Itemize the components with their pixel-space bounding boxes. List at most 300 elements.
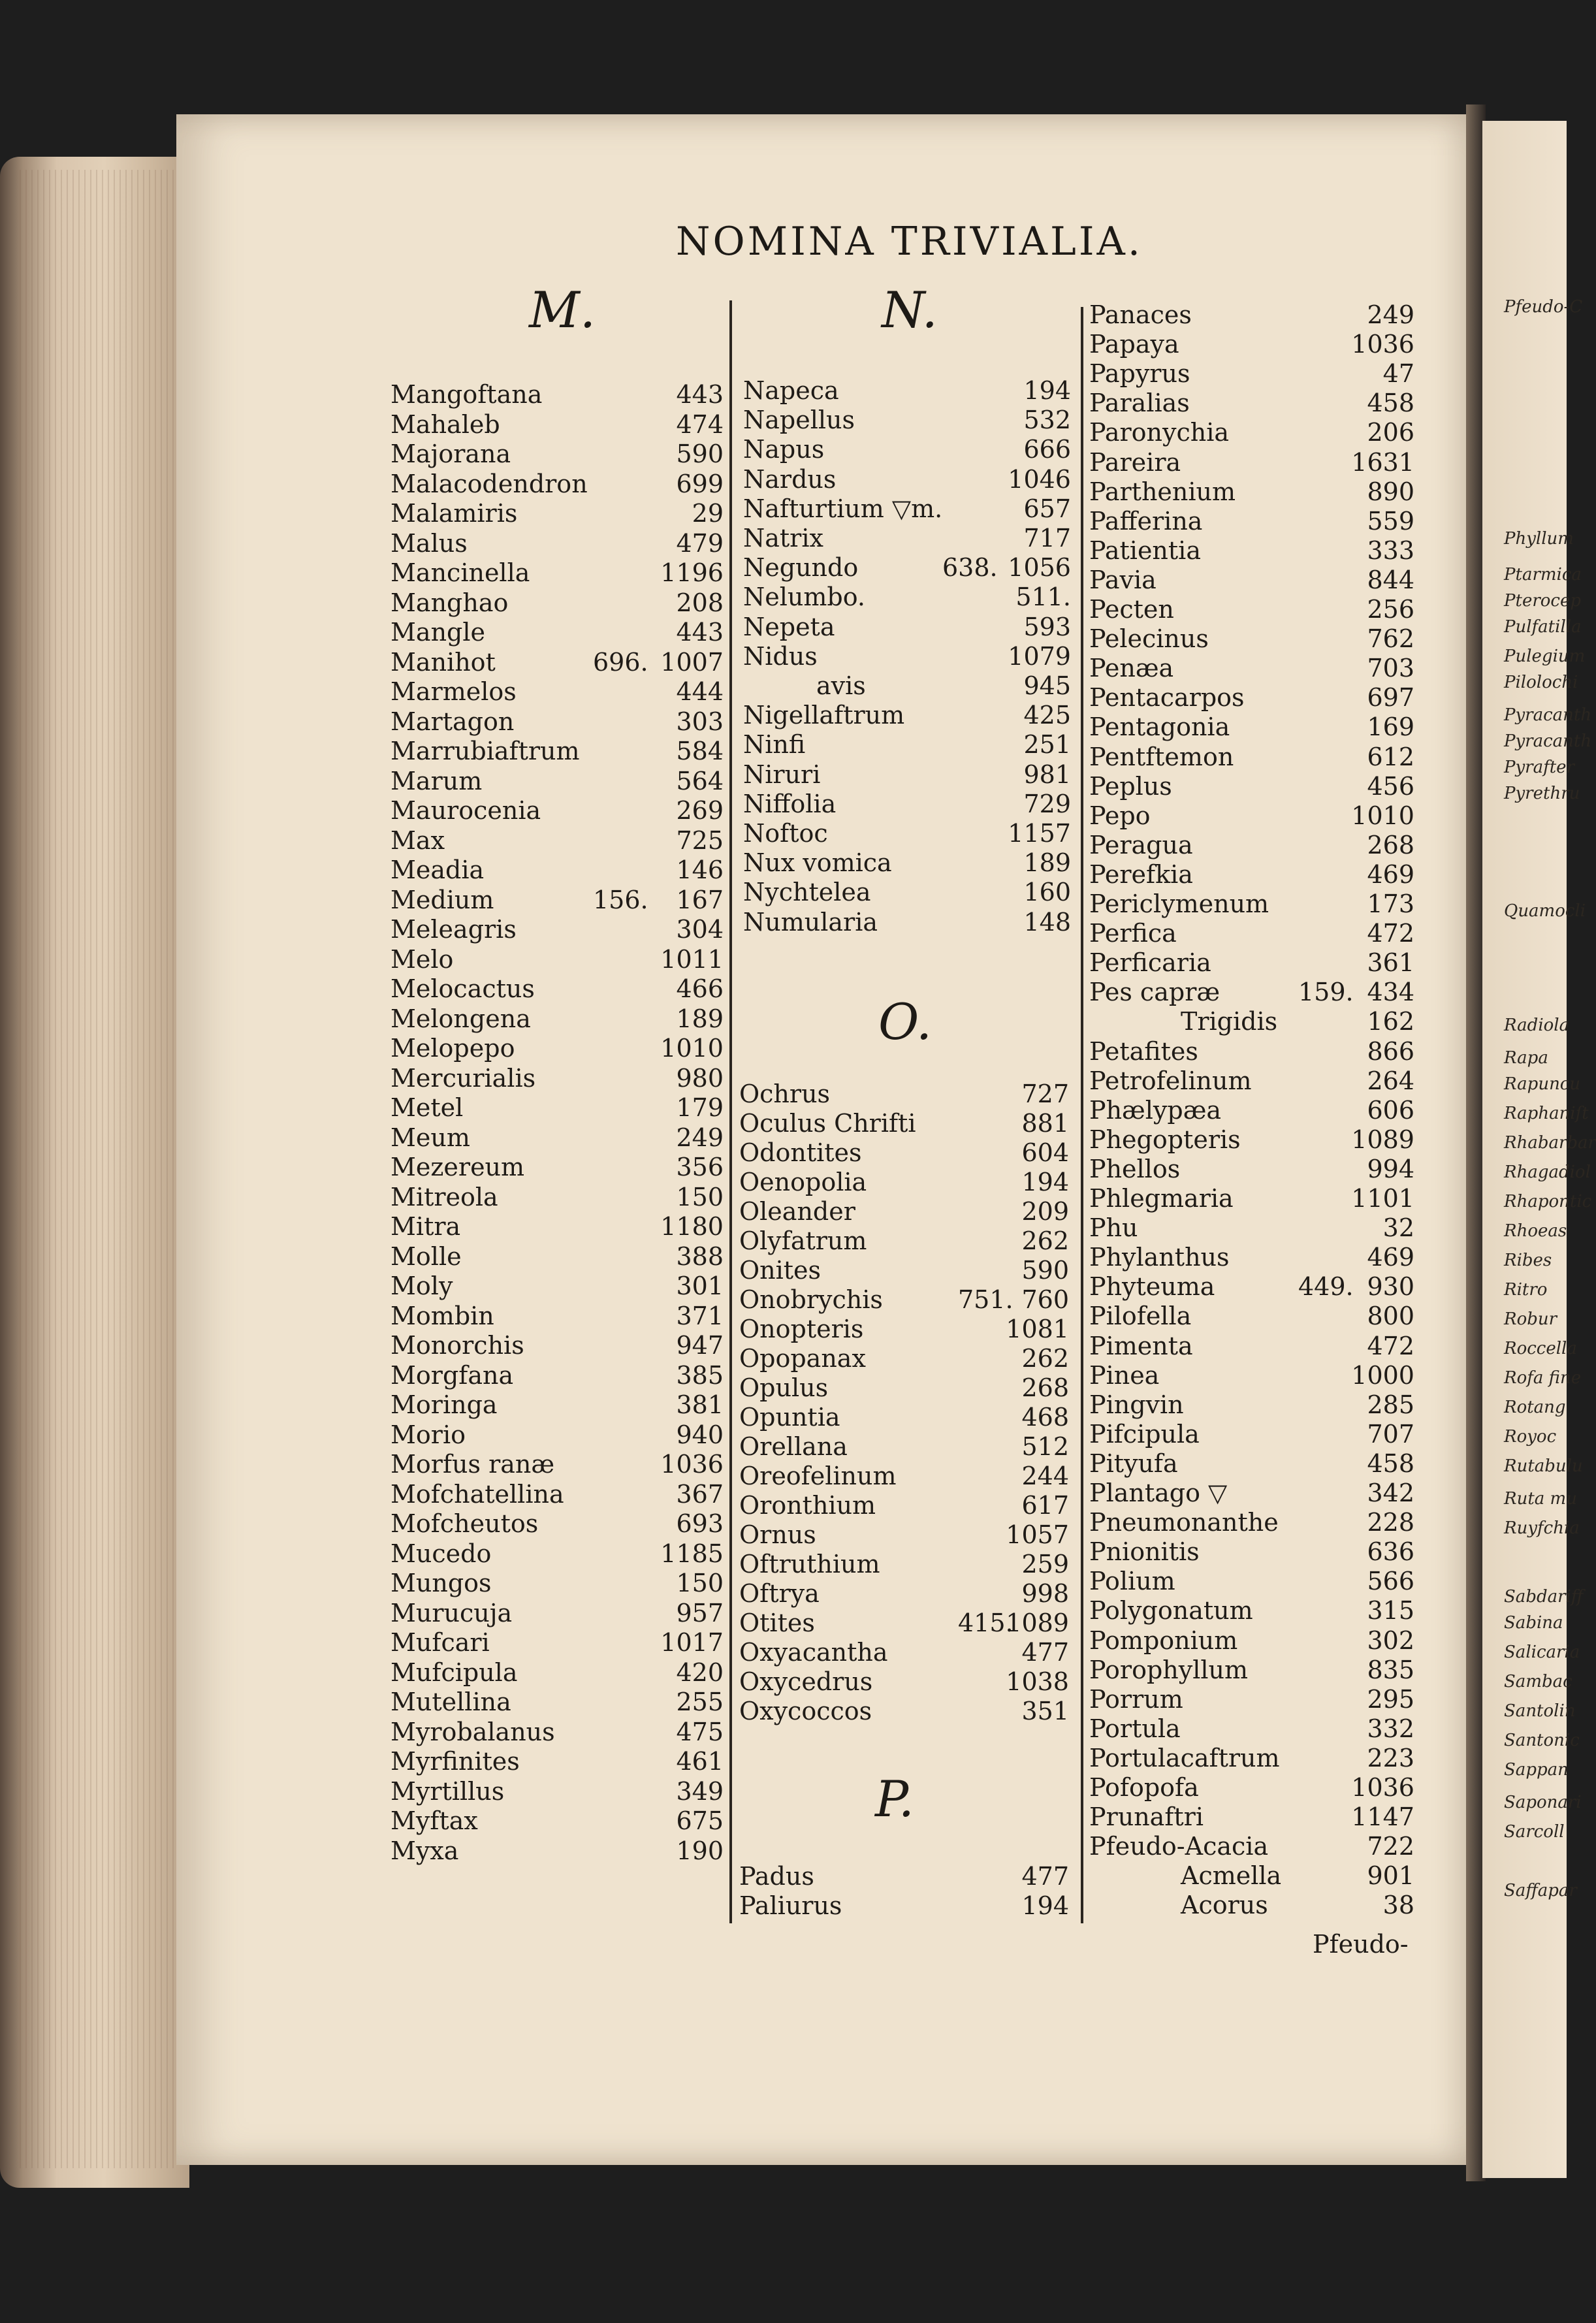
- entry-page-number: 1101: [1351, 1184, 1414, 1213]
- facing-page-text: Pyracanth: [1504, 705, 1592, 725]
- index-entry: [743, 909, 1071, 935]
- index-entry: [743, 407, 1071, 433]
- entry-page-number: 160: [1023, 878, 1071, 907]
- entry-name: Pinea: [1089, 1360, 1160, 1390]
- entry-page-number: 590: [676, 440, 724, 468]
- entry-page-number: 356: [676, 1153, 724, 1181]
- entry-name: Phælypæa: [1089, 1095, 1222, 1125]
- index-entry: [739, 1169, 1069, 1195]
- entry-page-number: 1079: [1008, 641, 1071, 671]
- entry-page-number: 697: [1367, 683, 1414, 713]
- index-entry: [739, 1081, 1069, 1107]
- entry-page-number: 468: [1021, 1403, 1069, 1432]
- entry-name: Perfica: [1089, 919, 1177, 948]
- index-entry: [391, 1838, 724, 1864]
- entry-page-number: 1036: [1351, 1773, 1414, 1802]
- entry-page-number: 1057: [1006, 1520, 1069, 1549]
- entry-name: Myrobalanus: [391, 1717, 555, 1746]
- facing-page-text: Sabina: [1504, 1613, 1563, 1633]
- entry-page-number: 385: [676, 1360, 724, 1390]
- entry-name: Pecten: [1089, 595, 1174, 624]
- entry-page-number: 998: [1021, 1579, 1069, 1608]
- entry-name: Pentagonia: [1089, 713, 1230, 742]
- entry-name: Pilofella: [1089, 1302, 1192, 1331]
- facing-page-text: Rhapontic: [1504, 1192, 1592, 1211]
- entry-page-number: 564: [676, 766, 724, 795]
- entry-page-number: 957: [676, 1598, 724, 1627]
- entry-page-number: 351: [1021, 1697, 1069, 1725]
- entry-page-number: 434: [1367, 978, 1414, 1007]
- index-entry: [391, 1808, 724, 1834]
- entry-name: Acorus: [1181, 1891, 1268, 1920]
- entry-page-number: 1000: [1351, 1360, 1414, 1390]
- index-entry: [1089, 979, 1414, 1005]
- entry-name: Perefkia: [1089, 859, 1193, 889]
- entry-page-number: 881: [1021, 1109, 1069, 1138]
- entry-page-number: 693: [676, 1509, 724, 1538]
- entry-name: Pareira: [1089, 447, 1181, 477]
- section-heading-m: M.: [529, 281, 596, 339]
- entry-page-number: 472: [1367, 1331, 1414, 1360]
- index-entry: [391, 946, 724, 972]
- facing-page-text: Pyrafter: [1504, 758, 1574, 777]
- facing-page-text: Saponari: [1504, 1793, 1582, 1812]
- entry-name: Meleagris: [391, 915, 517, 944]
- index-entry: [743, 525, 1071, 551]
- entry-name: Pentftemon: [1089, 742, 1234, 771]
- index-entry: [1089, 1333, 1414, 1359]
- entry-name: Orellana: [739, 1432, 848, 1461]
- entry-page-number: 606: [1367, 1095, 1414, 1125]
- entry-page-number: 303: [676, 707, 724, 736]
- entry-name: Mangoftana: [391, 380, 543, 409]
- entry-page-number: 1007: [660, 647, 724, 677]
- entry-name: Mercurialis: [391, 1063, 536, 1093]
- index-entry: [391, 887, 724, 913]
- entry-page-number: 511.: [1015, 583, 1071, 612]
- index-entry: [1089, 803, 1414, 829]
- entry-page-number: 612: [1367, 742, 1414, 771]
- entry-page-number: 206: [1367, 418, 1414, 447]
- entry-page-number: 371: [676, 1301, 724, 1330]
- entry-name: Nafturtium ▽m.: [743, 494, 943, 523]
- index-entry: [739, 1669, 1069, 1695]
- index-entry: [391, 679, 724, 705]
- entry-name: Nardus: [743, 464, 837, 494]
- entry-page-number: 29: [692, 499, 724, 528]
- index-entry: [1089, 1774, 1414, 1801]
- entry-page-number: 604: [1021, 1138, 1069, 1167]
- entry-name: Portulacaftrum: [1089, 1743, 1280, 1772]
- entry-name: Padus: [739, 1862, 814, 1891]
- index-entry: [743, 554, 1071, 581]
- entry-name: Mahaleb: [391, 409, 500, 439]
- entry-name: Mucedo: [391, 1539, 492, 1568]
- entry-page-number: 148: [1023, 907, 1071, 937]
- entry-name: Pifcipula: [1089, 1419, 1200, 1449]
- index-entry: [391, 1035, 724, 1061]
- entry-page-number: 566: [1367, 1567, 1414, 1596]
- entry-name: Phellos: [1089, 1154, 1181, 1183]
- index-entry: [391, 619, 724, 645]
- entry-page-number: 304: [676, 915, 724, 944]
- entry-name: Pfeudo-Acacia: [1089, 1832, 1269, 1861]
- entry-name: Nux vomica: [743, 848, 892, 878]
- facing-page-text: Pfeudo-C: [1504, 297, 1583, 317]
- index-entry: [391, 1184, 724, 1210]
- index-entry: [391, 530, 724, 556]
- index-entry: [743, 731, 1071, 758]
- entry-name: Pnionitis: [1089, 1537, 1200, 1567]
- entry-page-number: 479: [676, 528, 724, 558]
- index-entry: [739, 1492, 1069, 1518]
- index-entry: [1089, 1480, 1414, 1506]
- entry-name: Perficaria: [1089, 948, 1211, 978]
- index-entry: [739, 1198, 1069, 1225]
- entry-page-number: 150: [676, 1569, 724, 1597]
- index-entry: [743, 614, 1071, 640]
- entry-page-number: 469: [1367, 1243, 1414, 1272]
- facing-page-text: Ruyfchia: [1504, 1518, 1580, 1538]
- entry-page-number: 301: [676, 1272, 724, 1300]
- entry-name: Pneumonanthe: [1089, 1508, 1279, 1537]
- entry-page-number: 189: [1023, 848, 1071, 878]
- facing-page-text: Rutabulu: [1504, 1456, 1583, 1476]
- entry-name: Max: [391, 825, 445, 855]
- entry-cross-reference: 751.: [958, 1285, 1013, 1314]
- entry-page-number: 456: [1367, 771, 1414, 801]
- index-entry: [391, 590, 724, 616]
- index-entry: [1089, 1215, 1414, 1241]
- index-entry: [739, 1257, 1069, 1283]
- entry-page-number: 717: [1023, 524, 1071, 553]
- entry-page-number: 1036: [660, 1450, 724, 1479]
- index-entry: [1089, 419, 1414, 445]
- entry-name: Morgfana: [391, 1360, 514, 1390]
- entry-name: Petafites: [1089, 1036, 1198, 1066]
- index-entry: [391, 1273, 724, 1299]
- entry-name: Paralias: [1089, 389, 1190, 418]
- entry-page-number: 940: [676, 1420, 724, 1449]
- entry-page-number: 244: [1021, 1462, 1069, 1490]
- section-heading-n: N.: [882, 281, 938, 339]
- entry-page-number: 259: [1021, 1550, 1069, 1578]
- index-entry: [391, 649, 724, 675]
- facing-page-text: Rhoeas: [1504, 1221, 1567, 1241]
- entry-name: Murucuja: [391, 1598, 513, 1627]
- facing-page-text: Ptarmica: [1504, 565, 1582, 585]
- entry-name: Papaya: [1089, 330, 1179, 359]
- facing-page-text: Sappan: [1504, 1760, 1569, 1780]
- entry-page-number: 190: [676, 1836, 724, 1865]
- entry-page-number: 980: [676, 1063, 724, 1093]
- entry-page-number: 302: [1367, 1626, 1414, 1655]
- index-entry: [1089, 626, 1414, 652]
- entry-page-number: 179: [676, 1093, 724, 1122]
- entry-name: Ninfi: [743, 730, 806, 760]
- index-entry: [1089, 950, 1414, 976]
- entry-name: Melongena: [391, 1004, 531, 1033]
- index-entry: [1089, 508, 1414, 534]
- facing-page-text: Rapa: [1504, 1048, 1548, 1068]
- index-entry: [391, 738, 724, 764]
- entry-name: Negundo: [743, 553, 859, 583]
- index-entry: [1089, 479, 1414, 505]
- index-entry: [391, 560, 724, 586]
- index-entry: [1089, 1038, 1414, 1065]
- entry-page-number: 1046: [1008, 464, 1071, 494]
- entry-name: Mitreola: [391, 1182, 498, 1211]
- entry-page-number: 443: [676, 380, 724, 409]
- entry-name: Oftruthium: [739, 1550, 880, 1578]
- entry-page-number: 367: [676, 1479, 724, 1509]
- facing-page-text: Santolin: [1504, 1701, 1576, 1721]
- entry-name: Niffolia: [743, 789, 837, 818]
- index-entry: [1089, 744, 1414, 770]
- entry-name: Penæa: [1089, 654, 1174, 683]
- index-entry: [391, 1154, 724, 1180]
- entry-page-number: 1056: [1008, 553, 1071, 583]
- entry-name: Pingvin: [1089, 1390, 1184, 1419]
- entry-page-number: 1180: [660, 1212, 724, 1241]
- entry-page-number: 1010: [1351, 801, 1414, 830]
- entry-page-number: 800: [1367, 1302, 1414, 1331]
- entry-name: Pentacarpos: [1089, 683, 1245, 713]
- entry-page-number: 1089: [1351, 1125, 1414, 1154]
- entry-name: Oleander: [739, 1197, 855, 1226]
- facing-page-text: Salicaria: [1504, 1642, 1580, 1662]
- index-entry: [1089, 1097, 1414, 1123]
- entry-page-number: 475: [676, 1717, 724, 1746]
- entry-name: Porrum: [1089, 1684, 1183, 1714]
- entry-page-number: 590: [1021, 1256, 1069, 1285]
- entry-page-number: 255: [676, 1688, 724, 1716]
- entry-page-number: 1185: [660, 1539, 724, 1568]
- facing-page-text: Sambac: [1504, 1672, 1572, 1691]
- entry-name: Marum: [391, 766, 483, 795]
- entry-page-number: 381: [676, 1390, 724, 1419]
- index-entry: [743, 584, 1071, 610]
- entry-name: Onopteris: [739, 1315, 864, 1343]
- index-entry: [1089, 1568, 1414, 1594]
- entry-page-number: 162: [1367, 1007, 1414, 1036]
- facing-page-text: Pterocep: [1504, 591, 1582, 611]
- entry-page-number: 835: [1367, 1655, 1414, 1684]
- entry-name: Nigellaftrum: [743, 701, 905, 730]
- entry-name: Phu: [1089, 1213, 1138, 1243]
- entry-name: Pepo: [1089, 801, 1151, 830]
- facing-page-text: Rhabarbar: [1504, 1133, 1596, 1153]
- entry-name: Phegopteris: [1089, 1125, 1241, 1154]
- entry-page-number: 930: [1367, 1272, 1414, 1302]
- entry-name: Periclymenum: [1089, 889, 1269, 918]
- facing-page-text: Raphaniſt: [1504, 1104, 1589, 1123]
- index-entry: [743, 879, 1071, 905]
- index-entry: [1089, 537, 1414, 564]
- index-entry: [743, 466, 1071, 492]
- entry-page-number: 1196: [660, 558, 724, 587]
- entry-page-number: 636: [1367, 1537, 1414, 1567]
- entry-name: Mezereum: [391, 1153, 525, 1181]
- catchword: Pfeudo-: [1313, 1930, 1409, 1959]
- index-entry: [739, 1522, 1069, 1548]
- index-entry: [391, 857, 724, 883]
- entry-page-number: 866: [1367, 1036, 1414, 1066]
- index-entry: [739, 1698, 1069, 1724]
- index-entry: [1089, 891, 1414, 917]
- entry-name: Portula: [1089, 1714, 1181, 1743]
- index-entry: [1089, 1804, 1414, 1830]
- facing-page-text: Radiola: [1504, 1016, 1570, 1035]
- entry-page-number: 332: [1367, 1714, 1414, 1743]
- index-entry: [1089, 773, 1414, 799]
- entry-name: Panaces: [1089, 300, 1192, 329]
- entry-name: Natrix: [743, 524, 823, 553]
- entry-name: Metel: [391, 1093, 464, 1122]
- entry-name: Noftoc: [743, 819, 828, 848]
- entry-page-number: 1038: [1006, 1667, 1069, 1696]
- entry-name: Peragua: [1089, 830, 1193, 859]
- index-entry: [743, 436, 1071, 462]
- index-entry: [391, 1392, 724, 1418]
- index-entry: [391, 500, 724, 526]
- entry-name: Monorchis: [391, 1331, 524, 1360]
- index-entry: [743, 673, 1071, 699]
- entry-page-number: 208: [676, 588, 724, 617]
- entry-page-number: 223: [1367, 1743, 1414, 1772]
- index-entry: [391, 916, 724, 942]
- entry-name: Mutellina: [391, 1688, 511, 1716]
- entry-name: Petrofelinum: [1089, 1066, 1252, 1095]
- entry-name: Onobrychis: [739, 1285, 883, 1314]
- entry-name: Opopanax: [739, 1344, 866, 1373]
- index-entry: [391, 1541, 724, 1567]
- index-entry: [391, 1006, 724, 1032]
- entry-name: Peplus: [1089, 771, 1172, 801]
- entry-page-number: 1631: [1351, 447, 1414, 477]
- column-rule-1: [729, 300, 732, 1923]
- index-entry: [391, 381, 724, 408]
- entry-page-number: 315: [1367, 1596, 1414, 1626]
- entry-name: Phyteuma: [1089, 1272, 1215, 1302]
- entry-page-number: 657: [1023, 494, 1071, 523]
- entry-name: Medium: [391, 885, 494, 914]
- entry-name: Mangle: [391, 618, 486, 647]
- entry-name: Odontites: [739, 1138, 862, 1167]
- entry-name: Myftax: [391, 1806, 478, 1835]
- entry-page-number: 443: [676, 618, 724, 647]
- entry-name: Nepeta: [743, 612, 835, 641]
- facing-page-text: Royoc: [1504, 1427, 1557, 1447]
- index-entry: [1089, 1597, 1414, 1624]
- index-entry: [1089, 1362, 1414, 1388]
- entry-name: Opulus: [739, 1373, 829, 1402]
- index-entry: [743, 377, 1071, 404]
- facing-page-text: Robur: [1504, 1309, 1557, 1329]
- index-entry: [391, 976, 724, 1002]
- entry-name: Niruri: [743, 760, 821, 789]
- index-entry: [391, 1362, 724, 1388]
- index-entry: [391, 1213, 724, 1240]
- entry-name: Numularia: [743, 907, 878, 937]
- index-entry: [739, 1639, 1069, 1665]
- entry-name: Opuntia: [739, 1403, 840, 1432]
- facing-page-text: Roccella: [1504, 1339, 1577, 1358]
- entry-page-number: 729: [1023, 789, 1071, 818]
- entry-name: Mofchatellina: [391, 1479, 564, 1509]
- entry-name: Melopepo: [391, 1034, 515, 1063]
- entry-page-number: 945: [1023, 671, 1071, 700]
- index-entry: [391, 471, 724, 497]
- facing-page-text: Rofa fine: [1504, 1368, 1582, 1388]
- index-entry: [391, 1065, 724, 1091]
- index-entry: [739, 1551, 1069, 1577]
- entry-name: Oreofelinum: [739, 1462, 897, 1490]
- entry-name: Marrubiaftrum: [391, 737, 580, 765]
- index-entry: [1089, 832, 1414, 858]
- entry-name: Nidus: [743, 641, 818, 671]
- index-entry: [391, 1332, 724, 1358]
- entry-page-number: 268: [1367, 830, 1414, 859]
- entry-page-number: 32: [1382, 1213, 1414, 1243]
- index-entry: [1089, 1068, 1414, 1094]
- entry-page-number: 675: [676, 1806, 724, 1835]
- index-entry: [391, 411, 724, 438]
- entry-name: Mitra: [391, 1212, 461, 1241]
- entry-page-number: 762: [1367, 624, 1414, 654]
- entry-name: Paliurus: [739, 1891, 842, 1920]
- entry-name: Trigidis: [1181, 1007, 1278, 1036]
- facing-page-text: Santonic: [1504, 1731, 1580, 1750]
- entry-name: Melocactus: [391, 974, 535, 1003]
- entry-name: Olyfatrum: [739, 1226, 867, 1255]
- index-entry: [1089, 331, 1414, 357]
- entry-name: Pes capræ: [1089, 978, 1221, 1007]
- entry-cross-reference: 696.: [593, 647, 648, 677]
- index-entry: [391, 1600, 724, 1626]
- index-entry: [739, 1316, 1069, 1342]
- index-entry: [743, 820, 1071, 846]
- entry-page-number: 146: [676, 856, 724, 884]
- index-entry: [743, 702, 1071, 728]
- entry-page-number: 262: [1021, 1226, 1069, 1255]
- entry-page-number: 1036: [1351, 330, 1414, 359]
- index-entry: [391, 1778, 724, 1804]
- entry-name: Pelecinus: [1089, 624, 1209, 654]
- entry-name: Myxa: [391, 1836, 459, 1865]
- entry-name: Pityufa: [1089, 1449, 1178, 1478]
- entry-page-number: 901: [1367, 1861, 1414, 1891]
- entry-page-number: 1011: [660, 944, 724, 974]
- entry-name: Polygonatum: [1089, 1596, 1253, 1626]
- entry-page-number: 458: [1367, 1449, 1414, 1478]
- entry-page-number: 295: [1367, 1684, 1414, 1714]
- entry-page-number: 466: [676, 974, 724, 1003]
- entry-name: Manihot: [391, 647, 496, 677]
- entry-name: Manghao: [391, 588, 509, 617]
- entry-page-number: 169: [1367, 713, 1414, 742]
- index-entry: [1089, 1156, 1414, 1182]
- page-title: NOMINA TRIVIALIA.: [676, 219, 1143, 264]
- entry-name: Moringa: [391, 1390, 498, 1419]
- entry-page-number: 1147: [1351, 1802, 1414, 1832]
- index-entry: [391, 1095, 724, 1121]
- entry-name: Meum: [391, 1123, 470, 1152]
- facing-page-text: Pyracanth: [1504, 731, 1592, 751]
- index-entry: [391, 797, 724, 824]
- entry-page-number: 342: [1367, 1479, 1414, 1507]
- index-entry: [1089, 861, 1414, 888]
